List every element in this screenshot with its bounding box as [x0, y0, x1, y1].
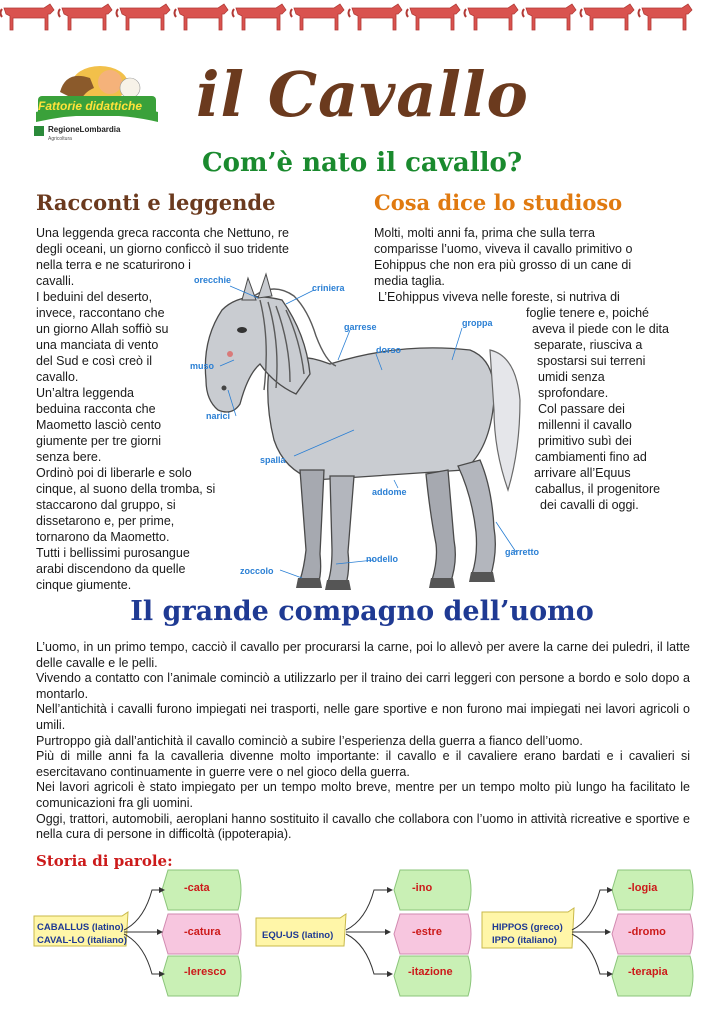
right-line: millenni il cavallo: [538, 418, 632, 432]
page-title: il Cavallo: [196, 58, 529, 131]
storia-heading: Storia di parole:: [36, 852, 173, 870]
label-nodello: nodello: [366, 554, 398, 564]
left-line: giumente per tre giorni: [36, 434, 162, 448]
left-line: Ordinò poi di liberarle e solo: [36, 466, 192, 480]
section-heading: Il grande compagno dell’uomo: [130, 596, 594, 627]
left-line: Una leggenda greca racconta che Nettuno, re: [36, 226, 289, 240]
left-line: del Sud e così creò il: [36, 354, 153, 368]
left-line: degli oceani, un giorno conficcò il suo tridente: [36, 242, 289, 256]
suffix: -catura: [184, 926, 221, 938]
suffix: -itazione: [408, 966, 453, 978]
right-line: spostarsi sui terreni: [537, 354, 646, 368]
paragraph: L’uomo, in un primo tempo, cacciò il cavallo per procurarsi la carne, poi lo allevò per avere la carne dei puledri, il latte delle cavalle e le pelli.: [36, 640, 690, 670]
root-word: IPPO (italiano): [492, 935, 557, 946]
left-line: cinque, al suono della tromba, si: [36, 482, 216, 496]
left-line: invece, raccontano che: [36, 306, 165, 320]
paragraph: Purtroppo già dall’antichità il cavallo cominciò a subire l’esperienza della guerra a fianco dell’uomo.: [36, 733, 583, 748]
right-line: L’Eohippus viveva nelle foreste, si nutriva di: [378, 290, 620, 304]
label-orecchie: orecchie: [194, 275, 232, 285]
right-line: Eohippus che non era più grosso di un cane di: [374, 258, 632, 272]
logo-text: Fattorie didattiche: [38, 99, 143, 113]
paragraph: Nell’antichità i cavalli furono impiegati nei trasporti, nelle gare sportive e non furono mai impiegati nei lavori agricoli o umili.: [36, 702, 690, 732]
label-spalla: spalla: [260, 455, 286, 465]
root-word: CABALLUS (latino): [37, 922, 124, 933]
label-dorso: dorso: [376, 345, 402, 355]
root-word: HIPPOS (greco): [492, 922, 563, 933]
right-line: aveva il piede con le dita: [532, 322, 669, 336]
label-muso: muso: [190, 361, 215, 371]
label-narici: narici: [206, 411, 231, 421]
label-zoccolo: zoccolo: [240, 566, 274, 576]
label-garrese: garrese: [344, 322, 377, 332]
fattorie-didattiche-logo: [30, 62, 162, 150]
left-line: Maometto lasciò cento: [36, 418, 162, 432]
suffix: -cata: [184, 882, 210, 894]
root-word: EQU-US (latino): [262, 930, 334, 941]
left-line: un giorno Allah soffiò su: [36, 322, 169, 336]
suffix: -dromo: [628, 926, 666, 938]
left-line: beduina racconta che: [36, 402, 156, 416]
left-line: cinque giumente.: [36, 578, 132, 592]
left-line: arabi discendono da quelle: [36, 562, 186, 576]
suffix: -terapia: [628, 966, 668, 978]
region-text: RegioneLombardia: [48, 125, 121, 134]
right-column-heading: Cosa dice lo studioso: [374, 190, 623, 215]
right-line: Molti, molti anni fa, prima che sulla terra: [374, 226, 595, 240]
left-line: senza bere.: [36, 450, 102, 464]
right-line: sprofondare.: [538, 386, 609, 400]
left-line: nella terra e ne scaturirono i: [36, 258, 191, 272]
right-line: dei cavalli di oggi.: [540, 498, 639, 512]
root-word: CAVAL-LO (italiano): [37, 935, 127, 946]
region-sub-text: Agricoltura: [48, 136, 72, 142]
left-line: staccarono dal gruppo, si: [36, 498, 176, 512]
right-line: umidi senza: [538, 370, 605, 384]
right-line: arrivare all’Equus: [534, 466, 631, 480]
label-garretto: garretto: [505, 547, 540, 557]
right-line: primitivo subì dei: [538, 434, 632, 448]
suffix: -estre: [412, 926, 442, 938]
paragraph: Vivendo a contatto con l’animale cominciò a utilizzarlo per il traino dei carri leggeri con persone a bordo e solo dopo a montarlo.: [36, 671, 690, 701]
left-line: cavalli.: [36, 274, 75, 288]
left-line: I beduini del deserto,: [36, 290, 153, 304]
right-line: cambiamenti fino ad: [535, 450, 647, 464]
right-line: media taglia.: [374, 274, 445, 288]
horse-frieze: [0, 0, 724, 34]
label-criniera: criniera: [312, 283, 345, 293]
right-line: foglie tenere e, poiché: [526, 306, 650, 320]
suffix: -leresco: [184, 966, 227, 978]
right-line: separate, riusciva a: [534, 338, 643, 352]
left-line: tornarono da Maometto.: [36, 530, 170, 544]
label-addome: addome: [372, 487, 407, 497]
paragraph: Più di mille anni fa la cavalleria divenne molto importante: il cavallo e il cavaliere erano bardati e i cavalieri si esercitavano continuamente in guerre vere o nel gioco della guerra.: [36, 749, 690, 779]
left-column-heading: Racconti e leggende: [36, 190, 276, 215]
left-line: Un’altra leggenda: [36, 386, 134, 400]
left-line: una manciata di vento: [36, 338, 159, 352]
paragraph: Oggi, trattori, automobili, aeroplani hanno sostituito il cavallo che collabora con l’uomo in attività ricreative e sportive e nella cura di persone in difficoltà (ippoterapia).: [36, 811, 690, 842]
right-line: caballus, il progenitore: [535, 482, 661, 496]
label-groppa: groppa: [462, 318, 493, 328]
body-text: [36, 640, 690, 843]
suffix: -logia: [628, 882, 658, 894]
suffix: -ino: [412, 882, 433, 894]
subtitle: Com’è nato il cavallo?: [201, 148, 523, 178]
left-line: Tutti i bellissimi purosangue: [36, 546, 190, 560]
paragraph: Nei lavori agricoli è stato impiegato per un tempo molto breve, mentre per un tempo molto più lungo ha facilitato le comunicazioni fra gli uomini.: [36, 780, 690, 810]
left-line: dissetarono e, per prime,: [36, 514, 175, 528]
left-line: cavallo.: [36, 370, 79, 384]
right-line: Col passare dei: [538, 402, 625, 416]
right-line: comparisse l’uomo, viveva il cavallo primitivo o: [374, 242, 633, 256]
